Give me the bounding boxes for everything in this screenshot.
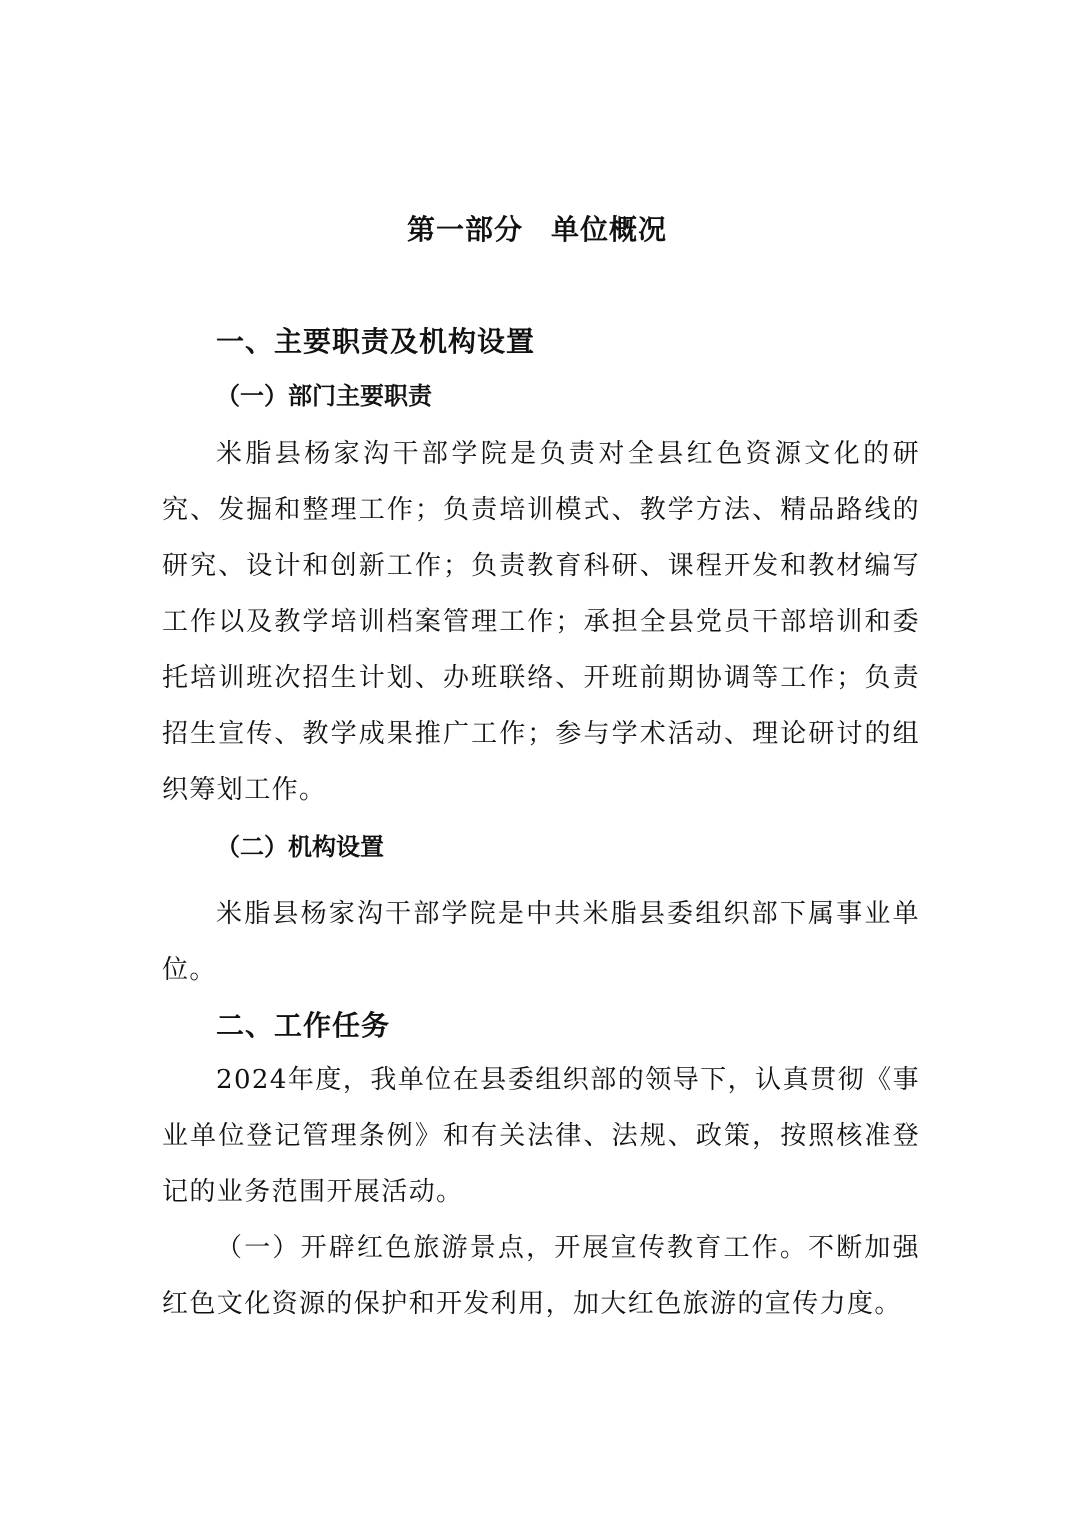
paragraph-work-intro: 2024年度，我单位在县委组织部的领导下，认真贯彻《事业单位登记管理条例》和有关法律、法规、政策，按照核准登记的业务范围开展活动。 [162, 1065, 920, 1207]
part-title-number: 第一部分 [406, 213, 523, 246]
paragraph-organization: 米脂县杨家沟干部学院是中共米脂县委组织部下属事业单位。 [162, 899, 920, 985]
section-heading-work-tasks: 二、工作任务 [216, 1009, 391, 1042]
part-title [0, 205, 1074, 255]
part-title-name: 单位概况 [551, 213, 668, 246]
paragraph-work-item-1: （一）开辟红色旅游景点，开展宣传教育工作。不断加强红色文化资源的保护和开发利用，加大红色旅游的宣传力度。 [162, 1233, 920, 1319]
subsection-heading-organization: （二）机构设置 [216, 833, 384, 861]
subsection-heading-main-duties: （一）部门主要职责 [216, 382, 432, 410]
paragraph-main-duties: 米脂县杨家沟干部学院是负责对全县红色资源文化的研究、发掘和整理工作；负责培训模式、教学方法、精品路线的研究、设计和创新工作；负责教育科研、课程开发和教材编写工作以及教学培训档案管理工作；承担全县党员干部培训和委托培训班次招生计划、办班联络、开班前期协调等工作；负责招生宣传、教学成果推广工作；参与学术活动、理论研讨的组织筹划工作。 [162, 439, 920, 805]
section-heading-duties: 一、主要职责及机构设置 [216, 325, 536, 358]
